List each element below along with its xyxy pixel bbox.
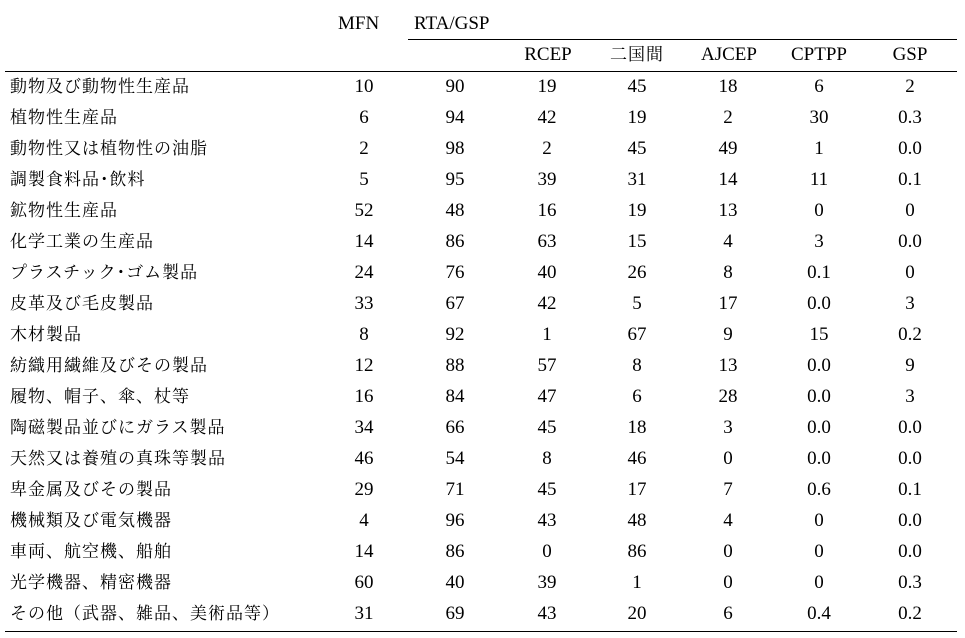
row-category: 植物性生産品 — [10, 108, 118, 128]
row-value: 8 — [632, 355, 642, 376]
row-value: 0.0 — [898, 541, 922, 562]
row-category: 車両、航空機、船舶 — [10, 542, 172, 562]
row-value: 9 — [905, 355, 915, 376]
row-value: 45 — [627, 138, 647, 159]
row-value: 45 — [537, 479, 557, 500]
row-value: 0.0 — [807, 386, 831, 407]
row-value: 1 — [542, 324, 552, 345]
row-category: その他（武器、雑品、美術品等） — [10, 604, 280, 624]
row-value: 1 — [632, 572, 642, 593]
row-value: 86 — [445, 231, 465, 252]
row-value: 0.0 — [807, 417, 831, 438]
header-ajcep: AJCEP — [701, 44, 757, 65]
row-value: 30 — [809, 107, 829, 128]
row-value: 0.1 — [898, 169, 922, 190]
row-value: 3 — [814, 231, 824, 252]
row-category: 機械類及び電気機器 — [10, 511, 172, 531]
row-value: 15 — [627, 231, 647, 252]
row-category: 化学工業の生産品 — [10, 232, 154, 252]
row-category: 履物、帽子、傘、杖等 — [10, 387, 190, 407]
table-row — [0, 599, 965, 630]
row-value: 60 — [354, 572, 374, 593]
row-value: 3 — [905, 386, 915, 407]
row-value: 15 — [809, 324, 829, 345]
table-row — [0, 413, 965, 444]
row-value: 95 — [445, 169, 465, 190]
row-value: 29 — [354, 479, 374, 500]
row-value: 0.0 — [898, 231, 922, 252]
row-value: 19 — [537, 76, 557, 97]
row-value: 0.6 — [807, 479, 831, 500]
row-value: 16 — [537, 200, 557, 221]
row-value: 9 — [723, 324, 733, 345]
row-value: 7 — [723, 479, 733, 500]
row-value: 17 — [718, 293, 738, 314]
header-mfn: MFN — [338, 13, 380, 34]
row-value: 0 — [814, 200, 824, 221]
row-value: 2 — [905, 76, 915, 97]
row-value: 6 — [723, 603, 733, 624]
table-row — [0, 506, 965, 537]
row-value: 71 — [445, 479, 465, 500]
row-value: 39 — [537, 572, 557, 593]
row-value: 18 — [718, 76, 738, 97]
row-category: 動物性又は植物性の油脂 — [10, 139, 208, 159]
table-row — [0, 351, 965, 382]
row-value: 0.1 — [807, 262, 831, 283]
row-value: 8 — [723, 262, 733, 283]
row-value: 2 — [723, 107, 733, 128]
row-value: 8 — [542, 448, 552, 469]
row-value: 13 — [718, 355, 738, 376]
row-value: 4 — [723, 510, 733, 531]
row-value: 16 — [354, 386, 374, 407]
row-value: 13 — [718, 200, 738, 221]
row-value: 84 — [445, 386, 465, 407]
row-value: 14 — [354, 541, 374, 562]
row-value: 0 — [814, 510, 824, 531]
row-value: 33 — [354, 293, 374, 314]
table-row — [0, 289, 965, 320]
row-value: 6 — [632, 386, 642, 407]
row-value: 2 — [359, 138, 369, 159]
row-value: 26 — [627, 262, 647, 283]
row-value: 57 — [537, 355, 557, 376]
row-value: 31 — [627, 169, 647, 190]
row-value: 4 — [723, 231, 733, 252]
row-value: 34 — [354, 417, 374, 438]
table-row — [0, 475, 965, 506]
row-value: 88 — [445, 355, 465, 376]
row-value: 43 — [537, 510, 557, 531]
row-value: 96 — [445, 510, 465, 531]
row-category: プラスチック･ゴム製品 — [10, 263, 199, 283]
row-value: 20 — [627, 603, 647, 624]
table-row — [0, 134, 965, 165]
table-row — [0, 258, 965, 289]
row-value: 52 — [354, 200, 374, 221]
row-value: 31 — [354, 603, 374, 624]
row-value: 46 — [354, 448, 374, 469]
row-value: 11 — [809, 169, 829, 190]
row-value: 43 — [537, 603, 557, 624]
row-value: 3 — [723, 417, 733, 438]
row-value: 54 — [445, 448, 465, 469]
row-value: 14 — [354, 231, 374, 252]
row-value: 45 — [537, 417, 557, 438]
row-value: 76 — [445, 262, 465, 283]
table-row — [0, 382, 965, 413]
row-value: 17 — [627, 479, 647, 500]
row-value: 8 — [359, 324, 369, 345]
row-value: 3 — [905, 293, 915, 314]
row-value: 0.1 — [898, 479, 922, 500]
row-value: 0 — [814, 541, 824, 562]
table-row — [0, 568, 965, 599]
row-value: 0.0 — [898, 510, 922, 531]
row-value: 67 — [445, 293, 465, 314]
row-value: 0 — [723, 572, 733, 593]
row-value: 0 — [723, 541, 733, 562]
row-value: 0.0 — [807, 293, 831, 314]
row-value: 24 — [354, 262, 374, 283]
row-value: 39 — [537, 169, 557, 190]
row-value: 0 — [905, 262, 915, 283]
header-bilateral: 二国間 — [610, 45, 664, 65]
row-value: 98 — [445, 138, 465, 159]
row-category: 調製食料品･飲料 — [10, 170, 146, 190]
row-category: 皮革及び毛皮製品 — [10, 294, 154, 314]
row-category: 陶磁製品並びにガラス製品 — [10, 418, 226, 438]
row-value: 45 — [627, 76, 647, 97]
row-value: 2 — [542, 138, 552, 159]
row-value: 42 — [537, 107, 557, 128]
row-value: 40 — [537, 262, 557, 283]
row-value: 14 — [718, 169, 738, 190]
row-value: 49 — [718, 138, 738, 159]
row-value: 0.4 — [807, 603, 831, 624]
row-value: 0 — [905, 200, 915, 221]
row-value: 6 — [814, 76, 824, 97]
row-value: 10 — [354, 76, 374, 97]
table-row — [0, 537, 965, 568]
table-row — [0, 165, 965, 196]
header-gsp: GSP — [892, 44, 928, 65]
row-value: 46 — [627, 448, 647, 469]
row-value: 0.0 — [807, 355, 831, 376]
row-value: 48 — [627, 510, 647, 531]
row-value: 67 — [627, 324, 647, 345]
row-value: 40 — [445, 572, 465, 593]
table-body — [0, 72, 965, 630]
row-value: 19 — [627, 107, 647, 128]
row-value: 12 — [354, 355, 374, 376]
row-category: 卑金属及びその製品 — [10, 480, 172, 500]
row-value: 86 — [627, 541, 647, 562]
row-value: 28 — [718, 386, 738, 407]
table-row — [0, 196, 965, 227]
table-row — [0, 227, 965, 258]
row-value: 69 — [445, 603, 465, 624]
row-category: 動物及び動物性生産品 — [10, 77, 190, 97]
row-value: 66 — [445, 417, 465, 438]
header-rcep: RCEP — [524, 44, 572, 65]
row-value: 0.3 — [898, 572, 922, 593]
row-value: 0 — [723, 448, 733, 469]
row-category: 天然又は養殖の真珠等製品 — [10, 449, 226, 469]
row-category: 光学機器、精密機器 — [10, 573, 172, 593]
row-value: 19 — [627, 200, 647, 221]
row-value: 47 — [537, 386, 557, 407]
table-row — [0, 72, 965, 103]
row-value: 1 — [814, 138, 824, 159]
row-category: 木材製品 — [10, 325, 82, 345]
row-value: 0.0 — [898, 138, 922, 159]
table-bottom-rule — [5, 631, 957, 632]
table-row — [0, 444, 965, 475]
header-rta-gsp: RTA/GSP — [414, 13, 490, 34]
table-row — [0, 103, 965, 134]
row-value: 90 — [445, 76, 465, 97]
row-value: 0.3 — [898, 107, 922, 128]
row-value: 48 — [445, 200, 465, 221]
row-value: 0.0 — [898, 448, 922, 469]
table-row — [0, 320, 965, 351]
header-group-rule — [408, 39, 957, 40]
header-cptpp: CPTPP — [791, 44, 847, 65]
row-category: 紡織用繊維及びその製品 — [10, 356, 208, 376]
row-value: 6 — [359, 107, 369, 128]
row-value: 4 — [359, 510, 369, 531]
row-value: 94 — [445, 107, 465, 128]
row-value: 0 — [542, 541, 552, 562]
row-value: 86 — [445, 541, 465, 562]
row-value: 0.0 — [807, 448, 831, 469]
row-value: 0 — [814, 572, 824, 593]
row-value: 0.2 — [898, 603, 922, 624]
row-value: 42 — [537, 293, 557, 314]
row-value: 0.0 — [898, 417, 922, 438]
row-value: 0.2 — [898, 324, 922, 345]
row-category: 鉱物性生産品 — [10, 201, 118, 221]
row-value: 18 — [627, 417, 647, 438]
row-value: 5 — [632, 293, 642, 314]
row-value: 5 — [359, 169, 369, 190]
row-value: 92 — [445, 324, 465, 345]
row-value: 63 — [537, 231, 557, 252]
